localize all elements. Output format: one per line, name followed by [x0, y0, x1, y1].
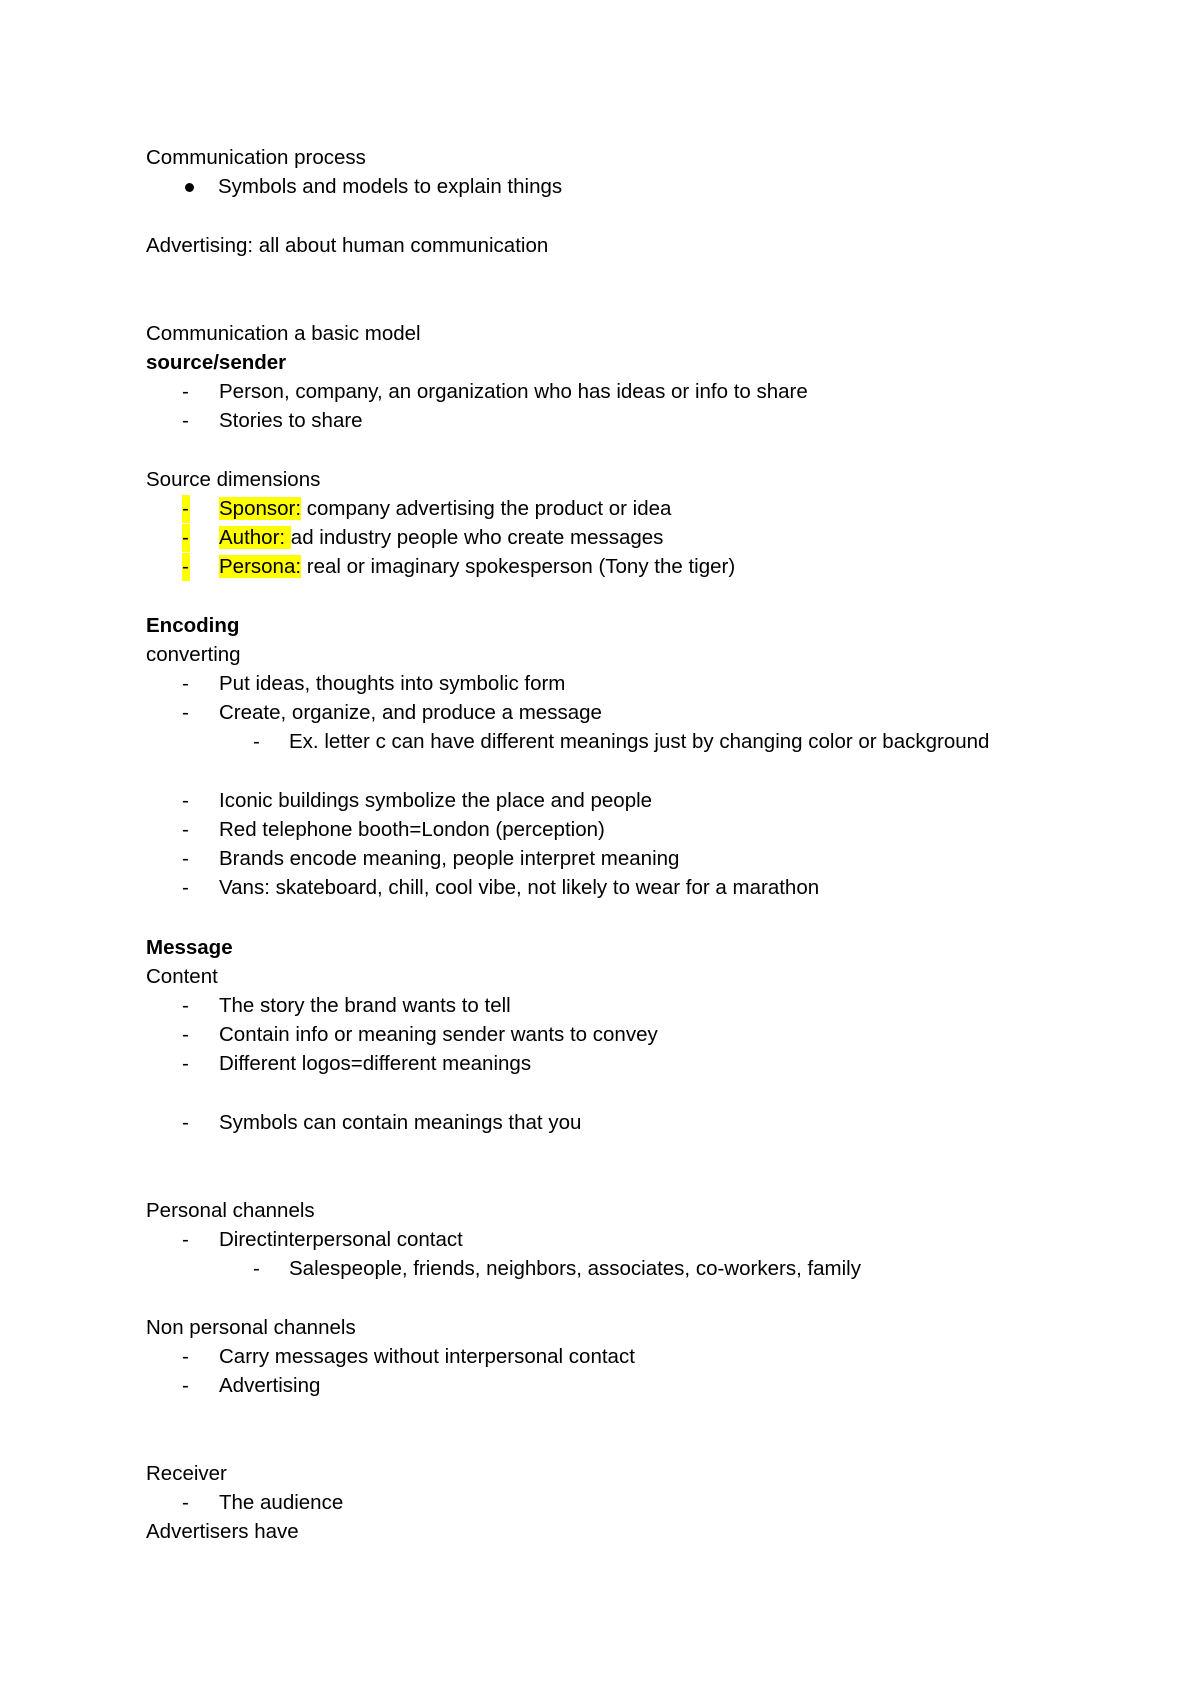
list-item: - Create, organize, and produce a message: [182, 701, 602, 724]
highlighted-term: Persona:: [219, 555, 302, 578]
heading-encoding: Encoding: [146, 614, 240, 637]
list-item: - Red telephone booth=London (perception): [182, 818, 605, 841]
heading-communication-process: Communication process: [146, 146, 366, 169]
subheading-content: Content: [146, 965, 218, 988]
list-item: - Contain info or meaning sender wants to convey: [182, 1023, 658, 1046]
heading-receiver: Receiver: [146, 1462, 227, 1485]
list-item: - Advertising: [182, 1374, 321, 1397]
list-subitem: - Ex. letter c can have different meanings just by changing color or background: [253, 730, 990, 753]
heading-source-dimensions: Source dimensions: [146, 468, 321, 491]
list-item: - Iconic buildings symbolize the place and people: [182, 789, 653, 812]
highlighted-term: Author:: [219, 526, 291, 549]
heading-basic-model: Communication a basic model: [146, 322, 421, 345]
list-item: - Sponsor: company advertising the product or idea: [182, 495, 671, 523]
list-item: - The story the brand wants to tell: [182, 994, 511, 1017]
list-item: - Different logos=different meanings: [182, 1052, 532, 1075]
list-item: - Author: ad industry people who create messages: [182, 524, 663, 552]
list-item: - Carry messages without interpersonal contact: [182, 1345, 635, 1368]
list-item: - Put ideas, thoughts into symbolic form: [182, 672, 566, 695]
list-item: - Vans: skateboard, chill, cool vibe, not likely to wear for a marathon: [182, 876, 820, 899]
heading-message: Message: [146, 936, 233, 959]
paragraph-advertisers: Advertisers have: [146, 1520, 299, 1543]
heading-personal-channels: Personal channels: [146, 1199, 315, 1222]
subheading-source-sender: source/sender: [146, 351, 287, 374]
highlighted-term: Sponsor:: [219, 497, 302, 520]
list-subitem: - Salespeople, friends, neighbors, associates, co-workers, family: [253, 1257, 861, 1280]
heading-non-personal-channels: Non personal channels: [146, 1316, 356, 1339]
list-item: - Symbols can contain meanings that you: [182, 1111, 582, 1134]
list-item: - The audience: [182, 1491, 344, 1514]
paragraph-advertising: Advertising: all about human communication: [146, 234, 549, 257]
bullet-icon: [185, 183, 194, 192]
list-item: - Persona: real or imaginary spokesperson (Tony the tiger): [182, 553, 735, 581]
list-item: Symbols and models to explain things: [182, 173, 562, 201]
list-item: - Person, company, an organization who has ideas or info to share: [182, 380, 808, 403]
list-item: - Stories to share: [182, 409, 363, 432]
subheading-converting: converting: [146, 643, 241, 666]
list-item: - Directinterpersonal contact: [182, 1228, 463, 1251]
list-item: - Brands encode meaning, people interpret meaning: [182, 847, 680, 870]
